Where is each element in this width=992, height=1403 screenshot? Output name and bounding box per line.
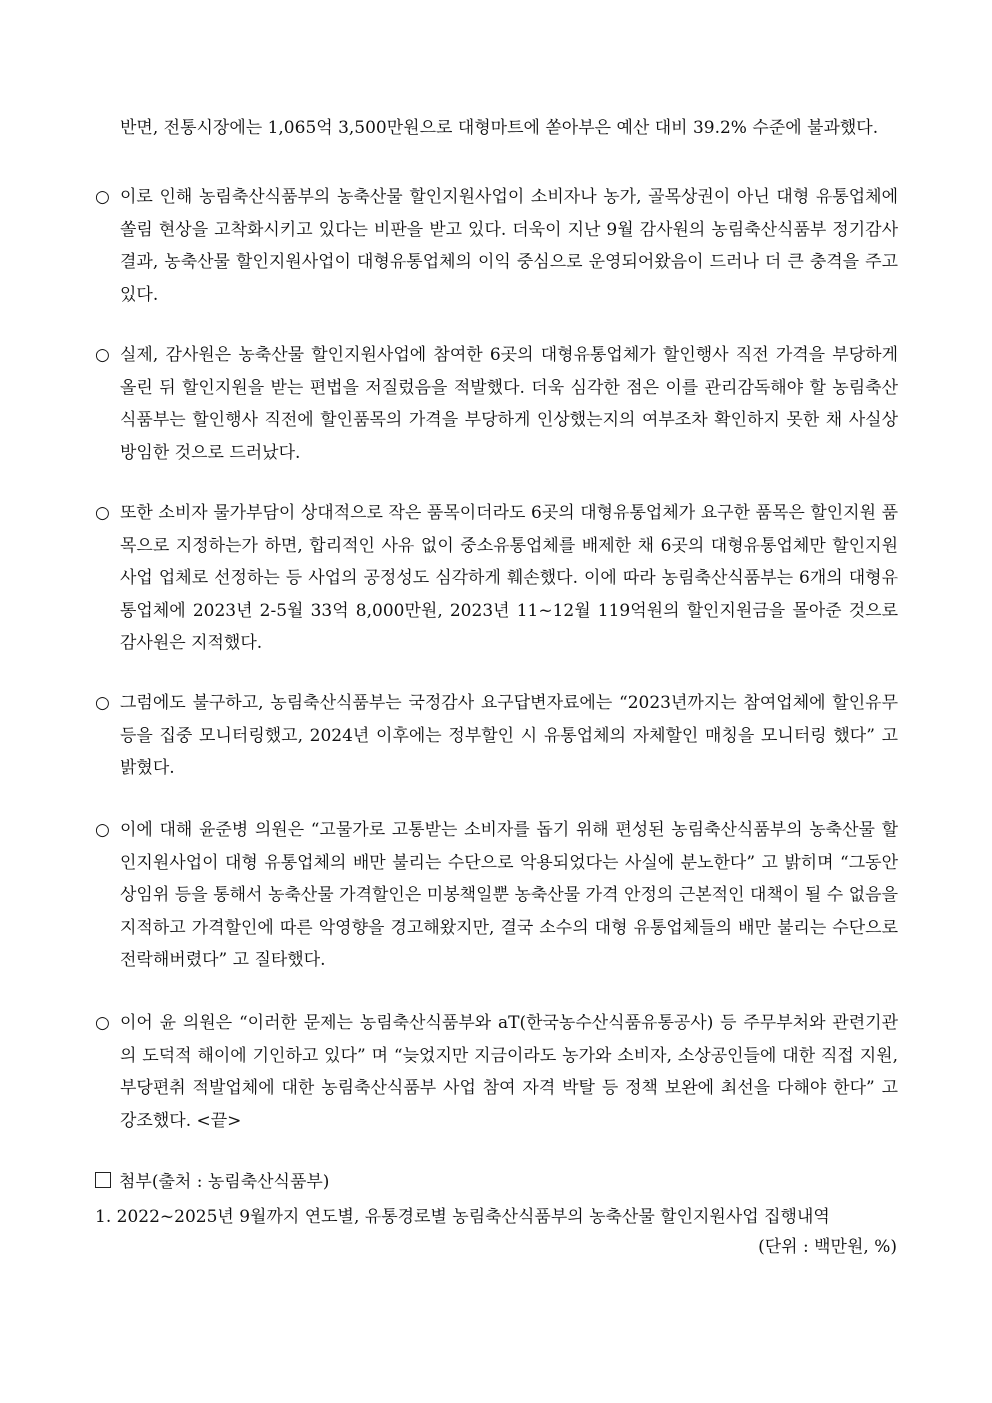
- paragraph-3: [95, 497, 898, 660]
- circle-bullet-icon: ○: [95, 345, 110, 365]
- circle-bullet-icon: ○: [95, 187, 110, 207]
- paragraph-4: [95, 687, 898, 785]
- attachment-item: 1. 2022~2025년 9월까지 연도별, 유통경로별 농림축산식품부의 농축산물 할인지원사업 집행내역: [95, 1207, 830, 1227]
- circle-bullet-icon: ○: [95, 820, 110, 840]
- circle-bullet-icon: ○: [95, 693, 110, 713]
- paragraph-text: 이에 대해 윤준병 의원은 “고물가로 고통받는 소비자를 돕기 위해 편성된 농림축산식품부의 농축산물 할인지원사업이 대형 유통업체의 배만 불리는 수단으로 악용되었다는 사실에 분노한다” 고 밝히며 “그동안 상임위 등을 통해서 농축산물 가격할인은 미봉책일뿐 농축산물 가격 안정의 근본적인 대책이 될 수 없음을 지적하고 가격할인에 따른 악영향을 경고해왔지만, 결국 소수의 대형 유통업체들의 배만 불리는 수단으로 전락해버렸다” 고 질타했다.: [120, 820, 898, 970]
- attachment-label: 첨부(출처 : 농림축산식품부): [119, 1172, 330, 1192]
- paragraph-text: 이로 인해 농림축산식품부의 농축산물 할인지원사업이 소비자나 농가, 골목상권이 아닌 대형 유통업체에 쏠림 현상을 고착화시키고 있다는 비판을 받고 있다. 더욱이 지난 9월 감사원의 농림축산식품부 정기감사 결과, 농축산물 할인지원사업이 대형유통업체의 이익 중심으로 운영되어왔음이 드러나 더 큰 충격을 주고 있다.: [120, 187, 898, 305]
- paragraph-1: [95, 181, 898, 311]
- paragraph-5: [95, 814, 898, 977]
- paragraph-text: 실제, 감사원은 농축산물 할인지원사업에 참여한 6곳의 대형유통업체가 할인행사 직전 가격을 부당하게 올린 뒤 할인지원을 받는 편법을 저질렀음을 적발했다. 더욱 심각한 점은 이를 관리감독해야 할 농림축산식품부는 할인행사 직전에 할인품목의 가격을 부당하게 인상했는지의 여부조차 확인하지 못한 채 사실상 방임한 것으로 드러났다.: [120, 345, 898, 463]
- circle-bullet-icon: ○: [95, 1013, 110, 1033]
- attachment-heading: [95, 1170, 329, 1194]
- paragraph-6: [95, 1007, 898, 1137]
- paragraph-2: [95, 339, 898, 469]
- paragraph-text: 그럼에도 불구하고, 농림축산식품부는 국정감사 요구답변자료에는 “2023년까지는 참여업체에 할인유무 등을 집중 모니터링했고, 2024년 이후에는 정부할인 시 유통업체의 자체할인 매칭을 모니터링 했다” 고 밝혔다.: [120, 693, 898, 778]
- checkbox-square-icon: [95, 1172, 111, 1188]
- paragraph-text: 또한 소비자 물가부담이 상대적으로 작은 품목이더라도 6곳의 대형유통업체가 요구한 품목은 할인지원 품목으로 지정하는가 하면, 합리적인 사유 없이 중소유통업체를 배제한 채 6곳의 대형유통업체만 할인지원사업 업체로 선정하는 등 사업의 공정성도 심각하게 훼손했다. 이에 따라 농림축산식품부는 6개의 대형유통업체에 2023년 2-5월 33억 8,000만원, 2023년 11~12월 119억원의 할인지원금을 몰아준 것으로 감사원은 지적했다.: [120, 503, 898, 653]
- circle-bullet-icon: ○: [95, 503, 110, 523]
- intro-line: 반면, 전통시장에는 1,065억 3,500만원으로 대형마트에 쏟아부은 예산 대비 39.2% 수준에 불과했다.: [120, 118, 879, 138]
- paragraph-text: 이어 윤 의원은 “이러한 문제는 농림축산식품부와 aT(한국농수산식품유통공사) 등 주무부처와 관련기관의 도덕적 해이에 기인하고 있다” 며 “늦었지만 지금이라도 농가와 소비자, 소상공인들에 대한 직접 지원, 부당편취 적발업체에 대한 농림축산식품부 사업 참여 자격 박탈 등 정책 보완에 최선을 다해야 한다” 고 강조했다. <끝>: [120, 1013, 898, 1131]
- unit-note: (단위 : 백만원, %): [758, 1237, 897, 1257]
